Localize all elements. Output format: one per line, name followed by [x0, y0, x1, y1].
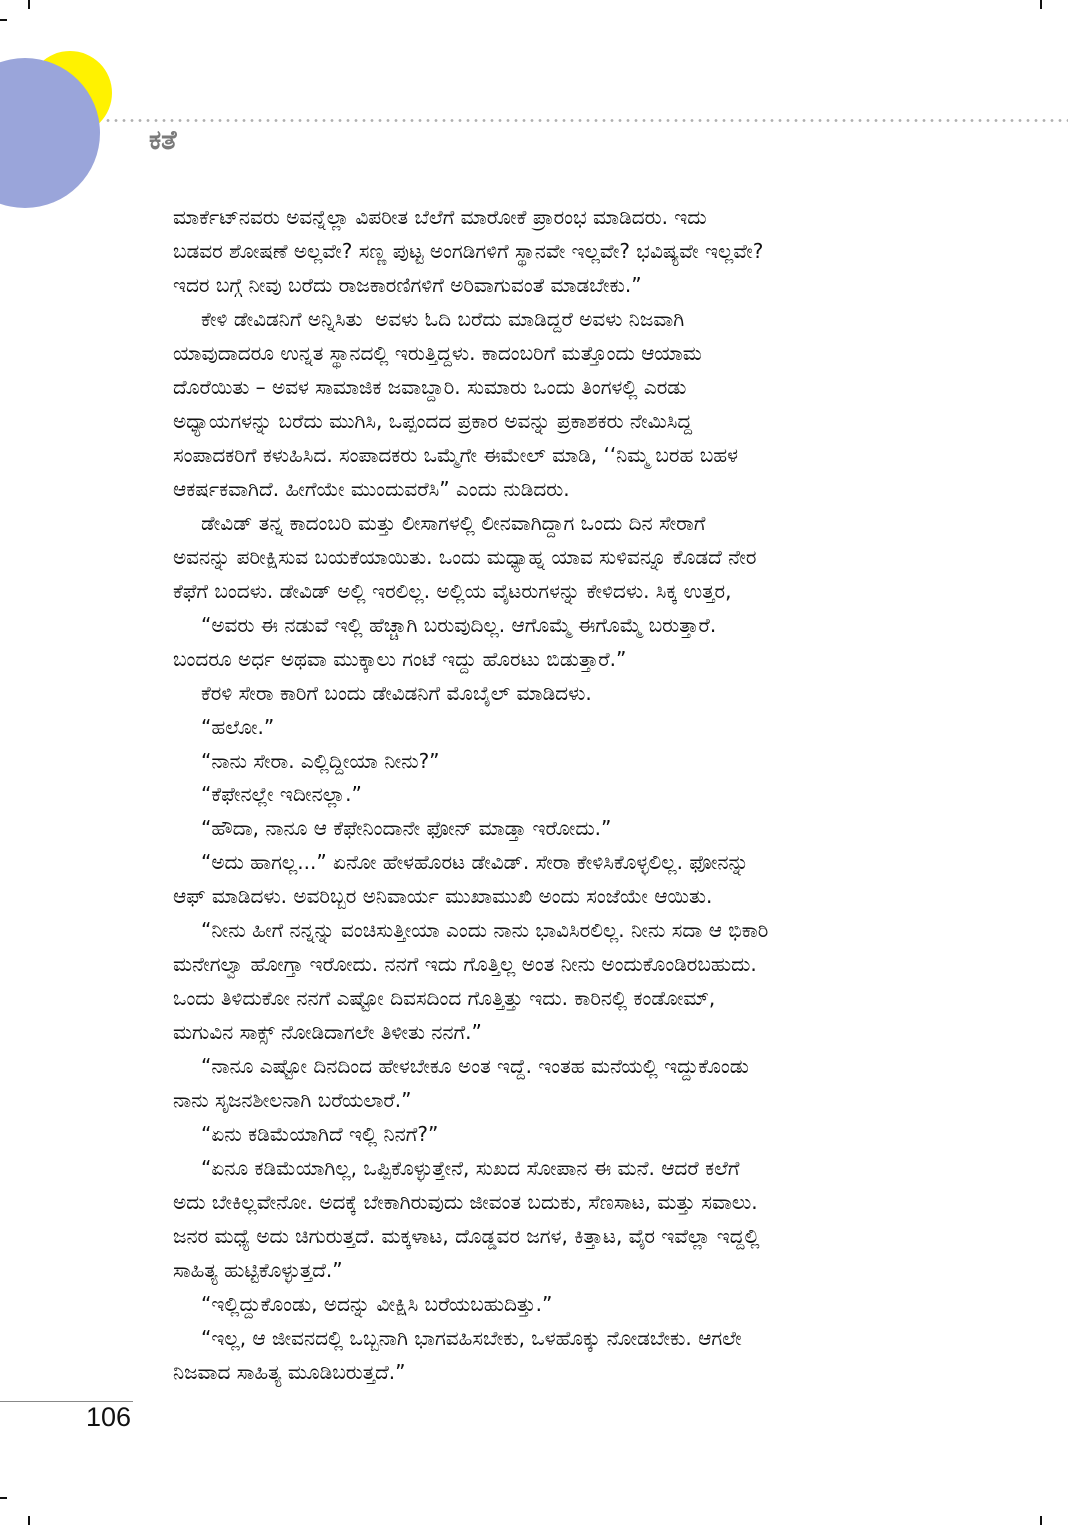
text-line: “ಹೌದಾ, ನಾನೂ ಆ ಕೆಫೇನಿಂದಾನೇ ಫೋನ್ ಮಾಡ್ತಾ ಇರೋದು.” — [201, 816, 612, 841]
section-title: ಕತೆ — [149, 125, 177, 156]
text-line: ಸಾಹಿತ್ಯ ಹುಟ್ಟಿಕೊಳ್ಳುತ್ತದೆ.” — [173, 1258, 343, 1283]
paragraph — [173, 812, 963, 846]
paragraph — [173, 507, 963, 609]
paragraph — [173, 609, 963, 677]
text-line: “ಕೆಫೇನಲ್ಲೇ ಇದೀನಲ್ಲಾ.” — [201, 782, 362, 807]
crop-mark — [28, 0, 30, 9]
text-line: “ನೀನು ಹೀಗೆ ನನ್ನನ್ನು ವಂಚಿಸುತ್ತೀಯಾ ಎಂದು ನಾನು ಭಾವಿಸಿರಲಿಲ್ಲ. ನೀನು ಸದಾ ಆ ಭಿಕಾರಿ — [201, 918, 769, 943]
text-line: ಮಾರ್ಕೆಟ್‌ನವರು ಅವನ್ನೆಲ್ಲಾ ವಿಪರೀತ ಬೆಲೆಗೆ ಮಾರೋಕೆ ಪ್ರಾರಂಭ ಮಾಡಿದರು. ಇದು — [173, 205, 707, 229]
text-line: ಅಧ್ಯಾಯಗಳನ್ನು ಬರೆದು ಮುಗಿಸಿ, ಒಪ್ಪಂದದ ಪ್ರಕಾರ ಅವನ್ನು ಪ್ರಕಾಶಕರು ನೇಮಿಸಿದ್ದ — [173, 408, 693, 433]
crop-mark — [0, 19, 7, 21]
text-line: ನಾನು ಸೃಜನಶೀಲನಾಗಿ ಬರೆಯಲಾರೆ.” — [173, 1088, 412, 1113]
text-line: ದೊರೆಯಿತು – ಅವಳ ಸಾಮಾಜಿಕ ಜವಾಬ್ದಾರಿ. ಸುಮಾರು ಒಂದು ತಿಂಗಳಲ್ಲಿ ಎರಡು — [173, 374, 687, 399]
text-line: ಜನರ ಮಧ್ಯೆ ಅದು ಚಿಗುರುತ್ತದೆ. ಮಕ್ಕಳಾಟ, ದೊಡ್ಡವರ ಜಗಳ, ಕಿತ್ತಾಟ, ವೈರ ಇವೆಲ್ಲಾ ಇದ್ದಲ್ಲಿ — [173, 1224, 760, 1249]
text-line: ಮಗುವಿನ ಸಾಕ್ಸ್ ನೋಡಿದಾಗಲೇ ತಿಳೀತು ನನಗೆ.” — [173, 1020, 482, 1045]
text-line: “ಇಲ್ಲ, ಆ ಜೀವನದಲ್ಲಿ ಒಬ್ಬನಾಗಿ ಭಾಗವಹಿಸಬೇಕು, ಒಳಹೊಕ್ಕು ನೋಡಬೇಕು. ಆಗಲೇ — [201, 1325, 742, 1350]
text-line: “ಏನೂ ಕಡಿಮೆಯಾಗಿಲ್ಲ, ಒಪ್ಪಿಕೊಳ್ಳುತ್ತೇನೆ, ಸುಖದ ಸೋಪಾನ ಈ ಮನೆ. ಆದರೆ ಕಲೆಗೆ — [201, 1156, 740, 1181]
text-line: ನಿಜವಾದ ಸಾಹಿತ್ಯ ಮೂಡಿಬರುತ್ತದೆ.” — [173, 1359, 406, 1384]
story-text — [173, 201, 963, 1390]
paragraph — [173, 1288, 963, 1322]
text-line: “ಅದು ಹಾಗಲ್ಲ...” ಏನೋ ಹೇಳಹೊರಟ ಡೇವಿಡ್. ಸೇರಾ ಕೇಳಿಸಿಕೊಳ್ಳಲಿಲ್ಲ. ಫೋನನ್ನು — [201, 850, 749, 875]
paragraph — [173, 201, 963, 303]
dotted-rule — [104, 118, 1068, 123]
text-line: “ಹಲೋ.” — [201, 714, 275, 739]
text-line: ಯಾವುದಾದರೂ ಉನ್ನತ ಸ್ಥಾನದಲ್ಲಿ ಇರುತ್ತಿದ್ದಳು. ಕಾದಂಬರಿಗೆ ಮತ್ತೊಂದು ಆಯಾಮ — [173, 340, 702, 365]
text-line: “ಅವರು ಈ ನಡುವೆ ಇಲ್ಲಿ ಹೆಚ್ಚಾಗಿ ಬರುವುದಿಲ್ಲ. ಆಗೊಮ್ಮೆ ಈಗೊಮ್ಮೆ ಬರುತ್ತಾರೆ. — [201, 612, 717, 637]
text-line: ಬಂದರೂ ಅರ್ಧ ಅಥವಾ ಮುಕ್ಕಾಲು ಗಂಟೆ ಇದ್ದು ಹೊರಟು ಬಿಡುತ್ತಾರೆ.” — [173, 646, 627, 671]
text-line: ಕೇಳಿ ಡೇವಿಡನಿಗೆ ಅನ್ನಿಸಿತು ಅವಳು ಓದಿ ಬರೆದು ಮಾಡಿದ್ದರೆ ಅವಳು ನಿಜವಾಗಿ — [201, 306, 685, 331]
text-line: ಇದರ ಬಗ್ಗೆ ನೀವು ಬರೆದು ರಾಜಕಾರಣಿಗಳಿಗೆ ಅರಿವಾಗುವಂತೆ ಮಾಡಬೇಕು.” — [173, 272, 642, 297]
text-line: ಕೆರಳಿ ಸೇರಾ ಕಾರಿಗೆ ಬಂದು ಡೇವಿಡನಿಗೆ ಮೊಬೈಲ್ ಮಾಡಿದಳು. — [201, 680, 592, 705]
paragraph — [173, 1152, 963, 1288]
text-line: ಡೇವಿಡ್ ತನ್ನ ಕಾದಂಬರಿ ಮತ್ತು ಲೀಸಾಗಳಲ್ಲಿ ಲೀನವಾಗಿದ್ದಾಗ ಒಂದು ದಿನ ಸೇರಾಗೆ — [201, 510, 706, 535]
paragraph — [173, 711, 963, 745]
crop-mark — [1040, 0, 1042, 9]
page-number: 106 — [86, 1402, 132, 1432]
text-line: ಅದು ಬೇಕಿಲ್ಲವೇನೋ. ಅದಕ್ಕೆ ಬೇಕಾಗಿರುವುದು ಜೀವಂತ ಬದುಕು, ಸೆಣಸಾಟ, ಮತ್ತು ಸವಾಲು. — [173, 1190, 758, 1215]
text-line: ಆಕರ್ಷಕವಾಗಿದೆ. ಹೀಗೆಯೇ ಮುಂದುವರೆಸಿ” ಎಂದು ನುಡಿದರು. — [173, 476, 570, 501]
paragraph — [173, 914, 963, 1050]
crop-mark — [0, 1497, 7, 1499]
text-line: “ಏನು ಕಡಿಮೆಯಾಗಿದೆ ಇಲ್ಲಿ ನಿನಗೆ?” — [201, 1122, 439, 1147]
paragraph — [173, 303, 963, 507]
text-line: “ಇಲ್ಲಿದ್ದುಕೊಂಡು, ಅದನ್ನು ವೀಕ್ಷಿಸಿ ಬರೆಯಬಹುದಿತ್ತು.” — [201, 1292, 553, 1316]
text-line: ಆಫ್ ಮಾಡಿದಳು. ಅವರಿಬ್ಬರ ಅನಿವಾರ್ಯ ಮುಖಾಮುಖಿ ಅಂದು ಸಂಜೆಯೇ ಆಯಿತು. — [173, 884, 713, 909]
crop-mark — [28, 1516, 30, 1525]
paragraph — [173, 1050, 963, 1118]
paragraph — [173, 677, 963, 711]
text-line: ಮನೇಗಲ್ವಾ ಹೋಗ್ತಾ ಇರೋದು. ನನಗೆ ಇದು ಗೊತ್ತಿಲ್ಲ ಅಂತ ನೀನು ಅಂದುಕೊಂಡಿರಬಹುದು. — [173, 952, 757, 977]
text-line: ಕೆಫೆಗೆ ಬಂದಳು. ಡೇವಿಡ್ ಅಲ್ಲಿ ಇರಲಿಲ್ಲ. ಅಲ್ಲಿಯ ವೈಟರುಗಳನ್ನು ಕೇಳಿದಳು. ಸಿಕ್ಕ ಉತ್ತರ, — [173, 578, 732, 603]
paragraph — [173, 778, 963, 812]
text-line: ಅವನನ್ನು ಪರೀಕ್ಷಿಸುವ ಬಯಕೆಯಾಯಿತು. ಒಂದು ಮಧ್ಯಾಹ್ನ ಯಾವ ಸುಳಿವನ್ನೂ ಕೊಡದೆ ನೇರ — [173, 544, 757, 569]
paragraph — [173, 745, 963, 779]
paragraph — [173, 1322, 963, 1390]
crop-mark — [1040, 1516, 1042, 1525]
paragraph — [173, 846, 963, 914]
paragraph — [173, 1118, 963, 1152]
text-line: “ನಾನೂ ಎಷ್ಟೋ ದಿನದಿಂದ ಹೇಳಬೇಕೂ ಅಂತ ಇದ್ದೆ. ಇಂತಹ ಮನೆಯಲ್ಲಿ ಇದ್ದುಕೊಂಡು — [201, 1054, 749, 1079]
text-line: “ನಾನು ಸೇರಾ. ಎಲ್ಲಿದ್ದೀಯಾ ನೀನು?” — [201, 748, 440, 773]
text-line: ಒಂದು ತಿಳಿದುಕೋ ನನಗೆ ಎಷ್ಟೋ ದಿವಸದಿಂದ ಗೊತ್ತಿತ್ತು ಇದು. ಕಾರಿನಲ್ಲಿ ಕಂಡೋಮ್, — [173, 986, 716, 1011]
text-line: ಬಡವರ ಶೋಷಣೆ ಅಲ್ಲವೇ? ಸಣ್ಣ ಪುಟ್ಟ ಅಂಗಡಿಗಳಿಗೆ ಸ್ಥಾನವೇ ಇಲ್ಲವೇ? ಭವಿಷ್ಯವೇ ಇಲ್ಲವೇ? — [173, 238, 764, 263]
text-line: ಸಂಪಾದಕರಿಗೆ ಕಳುಹಿಸಿದ. ಸಂಪಾದಕರು ಒಮ್ಮೆಗೇ ಈಮೇಲ್ ಮಾಡಿ, ‘‘ನಿಮ್ಮ ಬರಹ ಬಹಳ — [173, 442, 738, 467]
